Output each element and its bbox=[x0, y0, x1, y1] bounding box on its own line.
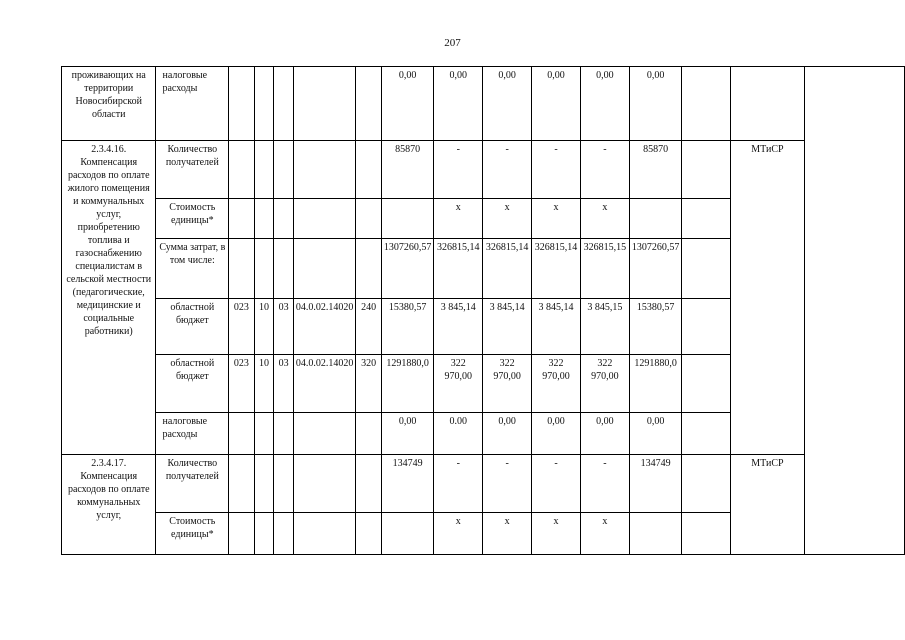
rz-cell bbox=[254, 239, 274, 299]
grbs-cell bbox=[229, 199, 255, 239]
year2-cell: 326815,14 bbox=[483, 239, 532, 299]
year2-cell: - bbox=[483, 141, 532, 199]
table-row bbox=[62, 141, 905, 199]
rz-cell bbox=[254, 413, 274, 455]
indicator-cell: налоговые расходы bbox=[156, 413, 229, 455]
year1-cell: х bbox=[434, 513, 483, 555]
rz-cell bbox=[254, 67, 274, 141]
indicator-cell: областной бюджет bbox=[156, 355, 229, 413]
rz-cell bbox=[254, 455, 274, 513]
year3-cell: - bbox=[532, 141, 581, 199]
grbs-cell bbox=[229, 141, 255, 199]
pr-cell bbox=[274, 199, 294, 239]
grbs-cell bbox=[229, 239, 255, 299]
year1-cell: - bbox=[434, 141, 483, 199]
sum-cell bbox=[682, 199, 730, 239]
year3-cell: х bbox=[532, 513, 581, 555]
vr-cell bbox=[356, 413, 382, 455]
measure-name-cell: 2.3.4.17. Компенсация расходов по оплате коммунальных услуг, bbox=[62, 455, 156, 555]
grbs-cell: 023 bbox=[229, 299, 255, 355]
pr-cell bbox=[274, 67, 294, 141]
measure-name-cell: проживающих на территории Новосибирской области bbox=[62, 67, 156, 141]
year5-cell bbox=[629, 513, 682, 555]
year3-cell: 3 845,14 bbox=[532, 299, 581, 355]
csr-cell bbox=[293, 455, 356, 513]
page-number: 207 bbox=[444, 37, 461, 49]
pr-cell bbox=[274, 413, 294, 455]
year3-cell: х bbox=[532, 199, 581, 239]
indicator-cell: Стоимость единицы* bbox=[156, 513, 229, 555]
year5-cell: 134749 bbox=[629, 455, 682, 513]
year1-cell: 326815,14 bbox=[434, 239, 483, 299]
csr-cell: 04.0.02.14020 bbox=[293, 299, 356, 355]
rz-cell: 10 bbox=[254, 355, 274, 413]
year4-cell: 322 970,00 bbox=[580, 355, 629, 413]
sum-cell bbox=[682, 355, 730, 413]
grbs-cell bbox=[229, 67, 255, 141]
pr-cell bbox=[274, 513, 294, 555]
table-row bbox=[62, 67, 905, 141]
year5-cell: 85870 bbox=[629, 141, 682, 199]
sum-cell bbox=[682, 141, 730, 199]
year3-cell: 326815,14 bbox=[532, 239, 581, 299]
grbs-cell bbox=[229, 455, 255, 513]
sum-cell bbox=[682, 67, 730, 141]
rz-cell bbox=[254, 141, 274, 199]
year2-cell: 0,00 bbox=[483, 67, 532, 141]
total-cell: 1307260,57 bbox=[381, 239, 434, 299]
year1-cell: х bbox=[434, 199, 483, 239]
year1-cell: 322 970,00 bbox=[434, 355, 483, 413]
rz-cell: 10 bbox=[254, 299, 274, 355]
year4-cell: - bbox=[580, 141, 629, 199]
csr-cell bbox=[293, 67, 356, 141]
vr-cell bbox=[356, 455, 382, 513]
total-cell: 85870 bbox=[381, 141, 434, 199]
rz-cell bbox=[254, 199, 274, 239]
year4-cell: 3 845,15 bbox=[580, 299, 629, 355]
vr-cell: 240 bbox=[356, 299, 382, 355]
pr-cell bbox=[274, 239, 294, 299]
vr-cell: 320 bbox=[356, 355, 382, 413]
pr-cell: 03 bbox=[274, 299, 294, 355]
year3-cell: 0,00 bbox=[532, 413, 581, 455]
year5-cell: 1291880,0 bbox=[629, 355, 682, 413]
year5-cell: 0,00 bbox=[629, 67, 682, 141]
result-cell bbox=[805, 67, 905, 555]
sum-cell bbox=[682, 413, 730, 455]
csr-cell: 04.0.02.14020 bbox=[293, 355, 356, 413]
vr-cell bbox=[356, 199, 382, 239]
pr-cell bbox=[274, 141, 294, 199]
year3-cell: 0,00 bbox=[532, 67, 581, 141]
rz-cell bbox=[254, 513, 274, 555]
year3-cell: - bbox=[532, 455, 581, 513]
vr-cell bbox=[356, 513, 382, 555]
year2-cell: х bbox=[483, 199, 532, 239]
pr-cell: 03 bbox=[274, 355, 294, 413]
year5-cell: 1307260,57 bbox=[629, 239, 682, 299]
year4-cell: 326815,15 bbox=[580, 239, 629, 299]
indicator-cell: налоговые расходы bbox=[156, 67, 229, 141]
executor-cell: МТиСР bbox=[730, 455, 805, 555]
year3-cell: 322 970,00 bbox=[532, 355, 581, 413]
year4-cell: 0,00 bbox=[580, 67, 629, 141]
table-row bbox=[62, 455, 905, 513]
pr-cell bbox=[274, 455, 294, 513]
year5-cell bbox=[629, 199, 682, 239]
sum-cell bbox=[682, 455, 730, 513]
vr-cell bbox=[356, 239, 382, 299]
sum-cell bbox=[682, 239, 730, 299]
indicator-cell: областной бюджет bbox=[156, 299, 229, 355]
year1-cell: 0,00 bbox=[434, 67, 483, 141]
grbs-cell bbox=[229, 513, 255, 555]
sum-cell bbox=[682, 299, 730, 355]
csr-cell bbox=[293, 513, 356, 555]
total-cell: 0,00 bbox=[381, 413, 434, 455]
year1-cell: 3 845,14 bbox=[434, 299, 483, 355]
indicator-cell: Количество получателей bbox=[156, 455, 229, 513]
vr-cell bbox=[356, 67, 382, 141]
csr-cell bbox=[293, 199, 356, 239]
executor-cell: МТиСР bbox=[730, 141, 805, 455]
indicator-cell: Количество получателей bbox=[156, 141, 229, 199]
year4-cell: х bbox=[580, 513, 629, 555]
total-cell: 134749 bbox=[381, 455, 434, 513]
year2-cell: х bbox=[483, 513, 532, 555]
year2-cell: 322 970,00 bbox=[483, 355, 532, 413]
year4-cell: х bbox=[580, 199, 629, 239]
total-cell: 1291880,0 bbox=[381, 355, 434, 413]
year5-cell: 0,00 bbox=[629, 413, 682, 455]
sum-cell bbox=[682, 513, 730, 555]
measure-name-cell: 2.3.4.16. Компенсация расходов по оплате жилого помещения и коммунальных услуг, приобретению топлива и газоснабжению специалистам в сельской местности (педагогические, медицинские и социальные работники) bbox=[62, 141, 156, 455]
year2-cell: - bbox=[483, 455, 532, 513]
grbs-cell bbox=[229, 413, 255, 455]
indicator-cell: Сумма затрат, в том числе: bbox=[156, 239, 229, 299]
executor-cell bbox=[730, 67, 805, 141]
program-table bbox=[61, 66, 905, 555]
total-cell bbox=[381, 513, 434, 555]
year1-cell: - bbox=[434, 455, 483, 513]
total-cell: 15380,57 bbox=[381, 299, 434, 355]
csr-cell bbox=[293, 239, 356, 299]
total-cell bbox=[381, 199, 434, 239]
year4-cell: 0,00 bbox=[580, 413, 629, 455]
year2-cell: 3 845,14 bbox=[483, 299, 532, 355]
year2-cell: 0,00 bbox=[483, 413, 532, 455]
vr-cell bbox=[356, 141, 382, 199]
indicator-cell: Стоимость единицы* bbox=[156, 199, 229, 239]
total-cell: 0,00 bbox=[381, 67, 434, 141]
csr-cell bbox=[293, 141, 356, 199]
grbs-cell: 023 bbox=[229, 355, 255, 413]
year4-cell: - bbox=[580, 455, 629, 513]
year5-cell: 15380,57 bbox=[629, 299, 682, 355]
year1-cell: 0.00 bbox=[434, 413, 483, 455]
csr-cell bbox=[293, 413, 356, 455]
